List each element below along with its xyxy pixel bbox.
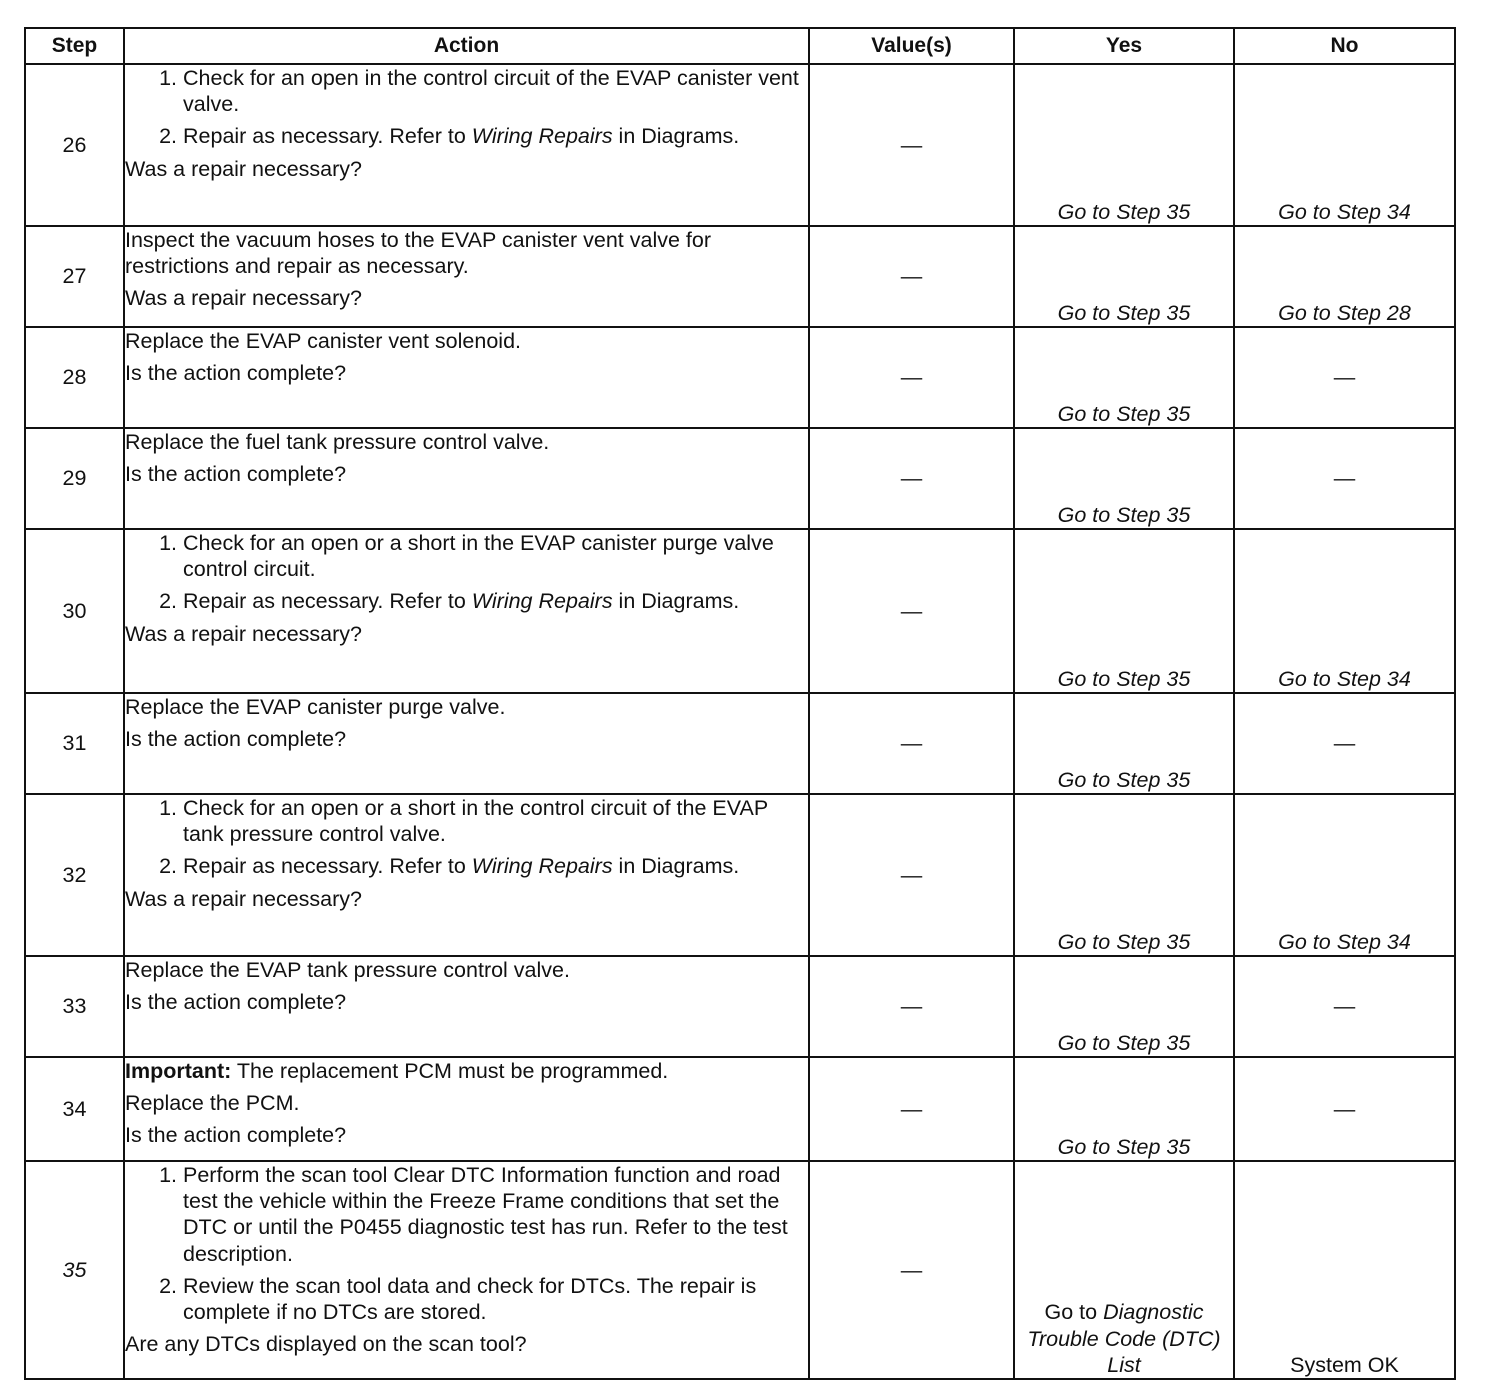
action-item: 2. Repair as necessary. Refer to Wiring Repairs in Diagrams. xyxy=(183,123,808,149)
reference-link[interactable]: Wiring Repairs xyxy=(471,124,613,149)
value-cell: — xyxy=(809,226,1014,327)
action-question: Are any DTCs displayed on the scan tool? xyxy=(125,1332,527,1357)
step-number: 29 xyxy=(25,428,124,529)
step-number: 34 xyxy=(25,1057,124,1161)
value-cell: — xyxy=(809,529,1014,693)
table-row xyxy=(25,226,1455,327)
yes-goto[interactable]: Go to Step 35 xyxy=(1014,693,1234,794)
no-goto[interactable]: Go to Step 34 xyxy=(1234,529,1455,693)
action-text: Inspect the vacuum hoses to the EVAP canister vent valve for restrictions and repair as necessary. xyxy=(125,228,711,279)
no-cell: — xyxy=(1234,428,1455,529)
action-text: Replace the EVAP canister vent solenoid. xyxy=(125,329,521,353)
action-question: Is the action complete? xyxy=(125,990,347,1015)
value-cell: — xyxy=(809,794,1014,956)
action-item: 2. Review the scan tool data and check for DTCs. The repair is complete if no DTCs are stored. xyxy=(183,1273,808,1325)
step-number: 33 xyxy=(25,956,124,1057)
no-goto[interactable]: Go to Step 28 xyxy=(1234,226,1455,327)
step-number: 31 xyxy=(25,693,124,794)
action-text: Replace the EVAP canister purge valve. xyxy=(125,695,506,719)
step-number: 30 xyxy=(25,529,124,693)
reference-link[interactable]: Wiring Repairs xyxy=(471,589,613,614)
action-item: 2. Repair as necessary. Refer to Wiring Repairs in Diagrams. xyxy=(183,588,808,614)
dtc-list-link[interactable]: Diagnostic Trouble Code (DTC) List xyxy=(1027,1300,1221,1377)
action-question: Is the action complete? xyxy=(125,361,347,386)
action-cell xyxy=(124,794,809,956)
step-number: 26 xyxy=(25,64,124,226)
value-cell: — xyxy=(809,428,1014,529)
action-list xyxy=(125,65,808,150)
table-row xyxy=(25,1057,1455,1161)
action-list xyxy=(125,795,808,880)
action-item: 1. Check for an open or a short in the control circuit of the EVAP tank pressure control valve. xyxy=(183,795,808,847)
yes-goto[interactable]: Go to Step 35 xyxy=(1014,529,1234,693)
step-number: 28 xyxy=(25,327,124,428)
no-result: System OK xyxy=(1234,1161,1455,1379)
table-row xyxy=(25,428,1455,529)
table-row xyxy=(25,64,1455,226)
header-values: Value(s) xyxy=(809,28,1014,64)
action-question: Was a repair necessary? xyxy=(125,156,362,181)
action-item: 1. Perform the scan tool Clear DTC Information function and road test the vehicle within the Freeze Frame conditions that set the DTC or until the P0455 diagnostic test has run. Refer to the test description. xyxy=(183,1162,808,1267)
no-goto[interactable]: Go to Step 34 xyxy=(1234,794,1455,956)
value-cell: — xyxy=(809,956,1014,1057)
action-cell xyxy=(124,1161,809,1379)
table-row xyxy=(25,794,1455,956)
action-text: Replace the fuel tank pressure control valve. xyxy=(125,430,550,454)
diagnostic-table xyxy=(24,27,1456,1380)
table-row xyxy=(25,1161,1455,1379)
yes-goto[interactable]: Go to Diagnostic Trouble Code (DTC) List xyxy=(1014,1161,1234,1379)
value-cell: — xyxy=(809,327,1014,428)
value-cell: — xyxy=(809,1161,1014,1379)
no-cell: — xyxy=(1234,327,1455,428)
yes-goto[interactable]: Go to Step 35 xyxy=(1014,64,1234,226)
no-goto[interactable]: Go to Step 34 xyxy=(1234,64,1455,226)
action-list xyxy=(125,1162,808,1325)
yes-goto[interactable]: Go to Step 35 xyxy=(1014,428,1234,529)
action-question: Is the action complete? xyxy=(125,462,347,487)
no-cell: — xyxy=(1234,956,1455,1057)
header-row xyxy=(25,28,1455,64)
table-row xyxy=(25,693,1455,794)
value-cell: — xyxy=(809,693,1014,794)
action-item: 1. Check for an open or a short in the EVAP canister purge valve control circuit. xyxy=(183,530,808,582)
header-no: No xyxy=(1234,28,1455,64)
yes-goto[interactable]: Go to Step 35 xyxy=(1014,327,1234,428)
action-question: Is the action complete? xyxy=(125,1123,347,1148)
action-question: Was a repair necessary? xyxy=(125,621,362,646)
action-cell xyxy=(124,529,809,693)
action-item: 2. Repair as necessary. Refer to Wiring Repairs in Diagrams. xyxy=(183,853,808,879)
step-number: 27 xyxy=(25,226,124,327)
yes-goto[interactable]: Go to Step 35 xyxy=(1014,794,1234,956)
action-text: Replace the EVAP tank pressure control valve. xyxy=(125,958,570,982)
reference-link[interactable]: Wiring Repairs xyxy=(471,854,613,879)
important-label: Important: xyxy=(125,1059,232,1083)
action-question: Is the action complete? xyxy=(125,727,347,752)
action-cell xyxy=(124,428,809,529)
table-row xyxy=(25,529,1455,693)
table-row xyxy=(25,956,1455,1057)
action-cell xyxy=(124,327,809,428)
step-number: 35 xyxy=(25,1161,124,1379)
action-cell xyxy=(124,1057,809,1161)
no-cell: — xyxy=(1234,1057,1455,1161)
yes-goto[interactable]: Go to Step 35 xyxy=(1014,226,1234,327)
table-row xyxy=(25,327,1455,428)
action-item: 1. Check for an open in the control circuit of the EVAP canister vent valve. xyxy=(183,65,808,117)
header-action: Action xyxy=(124,28,809,64)
value-cell: — xyxy=(809,1057,1014,1161)
action-cell xyxy=(124,956,809,1057)
important-note: Important: The replacement PCM must be programmed. xyxy=(125,1059,669,1083)
yes-goto[interactable]: Go to Step 35 xyxy=(1014,1057,1234,1161)
action-cell xyxy=(124,64,809,226)
action-list xyxy=(125,530,808,615)
action-cell xyxy=(124,693,809,794)
header-yes: Yes xyxy=(1014,28,1234,64)
no-cell: — xyxy=(1234,693,1455,794)
step-number: 32 xyxy=(25,794,124,956)
action-question: Was a repair necessary? xyxy=(125,886,362,911)
action-question: Was a repair necessary? xyxy=(125,286,362,311)
header-step: Step xyxy=(25,28,124,64)
yes-goto[interactable]: Go to Step 35 xyxy=(1014,956,1234,1057)
value-cell: — xyxy=(809,64,1014,226)
action-cell xyxy=(124,226,809,327)
action-text: Replace the PCM. xyxy=(125,1091,300,1116)
